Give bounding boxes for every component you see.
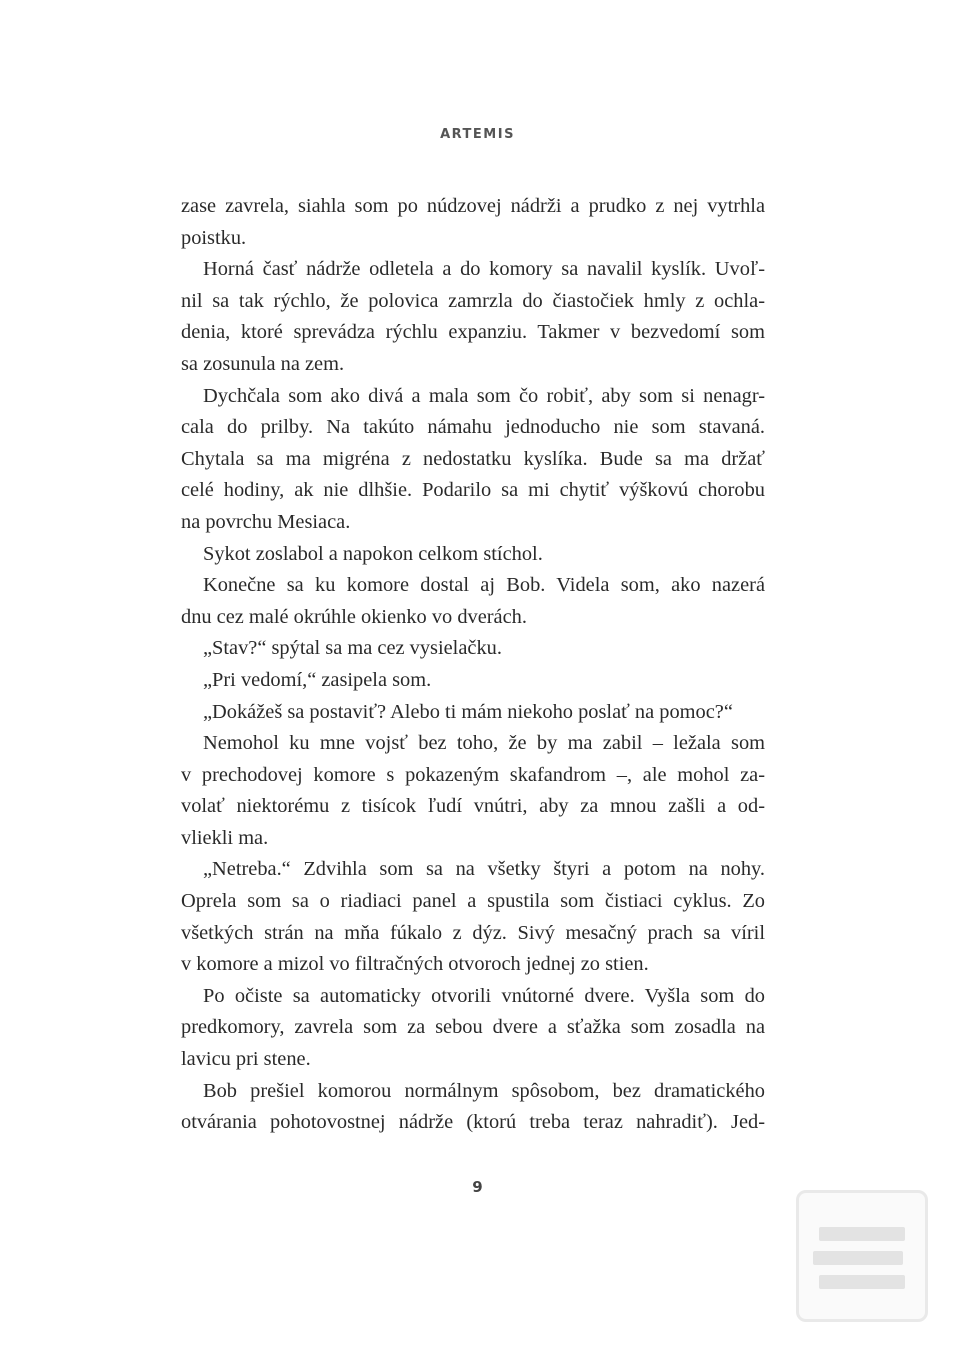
text-line: v komore a mizol vo filtračných otvoroch jednej zo stien. — [181, 953, 649, 976]
text-line: Dychčala som ako divá a mala som čo robiť, aby som si nenagr- — [203, 384, 765, 407]
page-number: 9 — [472, 1178, 483, 1196]
text-line: v prechodovej komore s pokazeným skafandrom –, ale mohol za- — [181, 763, 765, 786]
body-text — [181, 191, 765, 1139]
text-line: lavicu pri stene. — [181, 1048, 311, 1071]
text-line: Konečne sa ku komore dostal aj Bob. Videla som, ako nazerá — [203, 574, 765, 597]
text-line: „Dokážeš sa postaviť? Alebo ti mám niekoho poslať na pomoc?“ — [203, 700, 733, 723]
text-line: Chytala sa ma migréna z nedostatku kyslíka. Bude sa ma držať — [181, 447, 765, 470]
text-line: „Netreba.“ Zdvihla som sa na všetky štyri a potom na nohy. — [203, 858, 765, 881]
text-line: vliekli ma. — [181, 826, 269, 849]
text-line: sa zosunula na zem. — [181, 352, 345, 375]
text-line: na povrchu Mesiaca. — [181, 510, 351, 533]
running-head: ARTEMIS — [440, 127, 515, 142]
text-line: denia, ktoré sprevádza rýchlu expanziu. Takmer v bezvedomí som — [181, 321, 765, 344]
text-line: „Pri vedomí,“ zasipela som. — [203, 668, 432, 691]
book-stack-icon — [796, 1190, 928, 1322]
text-line: otvárania pohotovostnej nádrže (ktorú treba teraz nahradiť). Jed- — [181, 1111, 765, 1134]
text-line: všetkých strán na mňa fúkalo z dýz. Sivý mesačný prach sa víril — [181, 921, 765, 944]
text-line: Horná časť nádrže odletela a do komory sa navalil kyslík. Uvoľ- — [203, 258, 765, 281]
text-line: celé hodiny, ak nie dlhšie. Podarilo sa mi chytiť výškovú chorobu — [181, 479, 765, 502]
text-line: volať niektorému z tisícok ľudí vnútri, aby za mnou zašli a od- — [181, 795, 765, 818]
text-line: nil sa tak rýchlo, že polovica zamrzla do čiastočiek hmly z ochla- — [181, 289, 765, 312]
text-line: „Stav?“ spýtal sa ma cez vysielačku. — [203, 637, 502, 660]
text-line: Bob prešiel komorou normálnym spôsobom, bez dramatického — [203, 1079, 765, 1102]
text-line: poistku. — [181, 226, 247, 249]
text-line: Oprela som sa o riadiaci panel a spustila som čistiaci cyklus. Zo — [181, 890, 765, 913]
text-line: Po očiste sa automaticky otvorili vnútorné dvere. Vyšla som do — [203, 984, 765, 1007]
text-line: cala do prilby. Na takúto námahu jednoducho nie som stavaná. — [181, 416, 765, 439]
text-line: dnu cez malé okrúhle okienko vo dverách. — [181, 605, 527, 628]
text-line: Nemohol ku mne vojsť bez toho, že by ma zabil – ležala som — [203, 732, 765, 755]
text-line: zase zavrela, siahla som po núdzovej nádrži a prudko z nej vytrhla — [181, 195, 765, 217]
text-line: Sykot zoslabol a napokon celkom stíchol. — [203, 542, 543, 565]
text-line: predkomory, zavrela som za sebou dvere a sťažka som zosadla na — [181, 1016, 765, 1039]
